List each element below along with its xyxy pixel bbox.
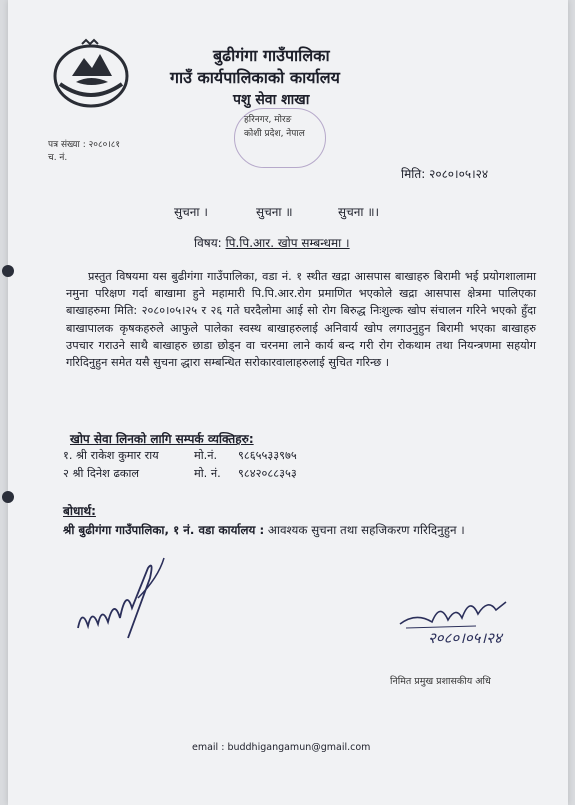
letter-date: मिति: २०८०।०५।२४ — [401, 167, 489, 181]
subject-label: विषय: — [194, 236, 222, 250]
address-line-1: हरिनगर, मोरङ — [244, 115, 292, 125]
reference-number: च. नं. — [48, 153, 68, 163]
letter-paper — [8, 0, 568, 805]
contact-label-2: मो. नं. — [194, 467, 221, 480]
contacts-title: खोप सेवा लिनको लागि सम्पर्क व्यक्तिहरु: — [70, 432, 254, 446]
subject-text: पि.पि.आर. खोप सम्बन्धमा । — [225, 236, 350, 250]
left-signature — [68, 548, 178, 648]
contact-phone-1: ९८६५५३३९७५ — [238, 449, 297, 462]
punch-hole-top — [2, 265, 14, 277]
contact-phone-2: ९८४२०८८३५३ — [238, 467, 297, 480]
bodhartha-label: बोधार्थ: — [63, 504, 96, 518]
contact-label-1: मो.नं. — [194, 449, 218, 462]
notice-3: सुचना ॥। — [338, 205, 380, 219]
cc-recipient-note: आवश्यक सुचना तथा सहजिकरण गरिदिनुहुन । — [267, 523, 465, 537]
address-line-2: कोशी प्रदेश, नेपाल — [244, 129, 305, 139]
contact-name-1: १. श्री राकेश कुमार राय — [63, 449, 159, 462]
contact-name-2: २ श्री दिनेश ढकाल — [63, 467, 140, 480]
signature-date: २०८०।०५।२४ — [428, 629, 502, 647]
body-paragraph: प्रस्तुत विषयमा यस बुढीगंगा गाउँपालिका, वडा नं. १ स्थीत खद्रा आसपास बाखाहरु बिरामी भई प्रयोगशालामा नमुना परिक्षण गर्दा बाखामा हुने महामारी पि.पि.आर.रोग प्रमाणित भएकोले खद्रा आसपास क्षेत्रमा पालिएका बाखाहरुमा मिति: २०८०।०५।२५ र २६ गते घरदैलोमा आई सो रोग बिरुद्ध निःशुल्क खोप संचालन गरिने भएको हुँदा बाखापालक कृषकहरुले आफुले पालेका स्वस्थ बाखाहरुलाई अनिवार्य खोप लगाउनुहुन बिरामी भएका बाखाहरु उपचार गराउने साथै बाखाहरु छाडा छोड्न वा चरनमा लाने कार्य बन्द गरी रोग रोकथाम तथा नियन्त्रणमा सहयोग गरिदिनुहुन समेत यसै सुचना द्धारा सम्बन्धित सरोकारवालाहरुलाई सुचित गरिन्छ । — [66, 270, 536, 370]
municipality-name: बुढीगंगा गाउँपालिका — [213, 46, 330, 65]
cc-recipient — [63, 521, 523, 539]
branch-name: पशु सेवा शाखा — [233, 92, 310, 108]
subject-line — [194, 234, 350, 251]
signatory-title: निमित प्रमुख प्रशासकीय अधि — [390, 676, 491, 687]
cc-recipient-name: श्री बुढीगंगा गाउँपालिका, १ नं. वडा कार्यालय : — [63, 523, 265, 537]
letter-number: पत्र संख्या : २०८०।८१ — [48, 140, 121, 150]
office-stamp — [234, 108, 326, 168]
nepal-emblem-icon — [50, 36, 132, 110]
office-name: गाउँ कार्यपालिकाको कार्यालय — [170, 68, 340, 87]
notice-1: सुचना । — [174, 205, 208, 219]
punch-hole-bottom — [2, 491, 14, 503]
notice-2: सुचना ॥ — [256, 205, 293, 219]
office-email: email : buddhigangamun@gmail.com — [192, 742, 371, 753]
